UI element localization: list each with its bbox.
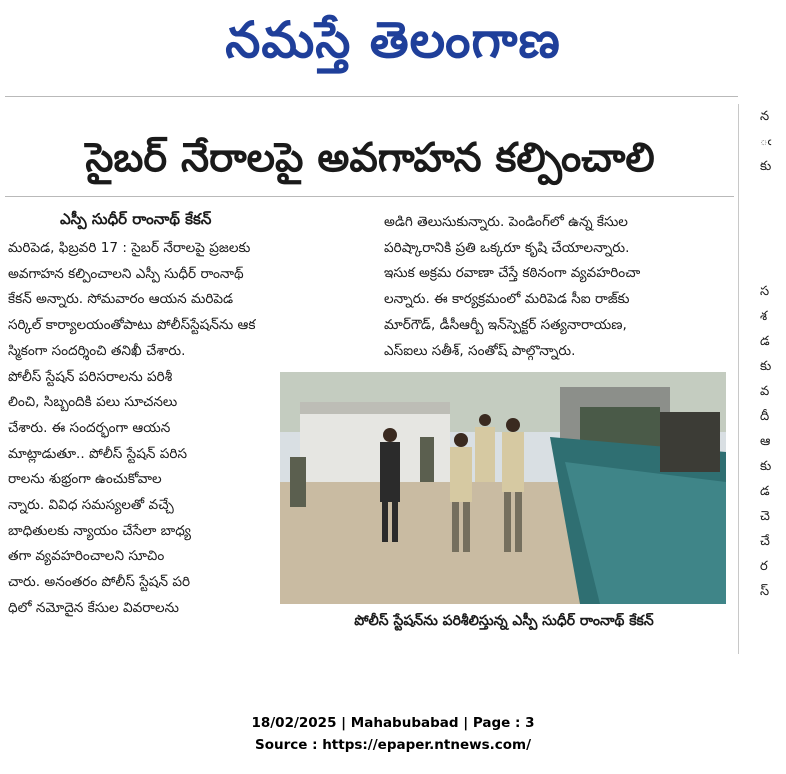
text-fragment: న [760,109,770,124]
text-line: సర్కిల్ కార్యాలయంతోపాటు పోలీస్‌స్టేషన్‌ను ఆక [8,317,256,334]
adjacent-article-fragment [760,104,786,664]
text-line: బాధితులకు న్యాయం చేసేలా బాధ్య [8,522,191,539]
text-fragment: ర [760,559,768,574]
text-line: అవగాహన కల్పించాలని ఎస్పీ సుధీర్ రాంనాథ్ [8,265,244,282]
article-byline: ఎస్పీ సుధీర్ రాంనాథ్ కేకన్ [60,210,212,228]
police-inspection-photo [280,372,726,604]
text-fragment [760,204,786,229]
text-line: మార్‌గౌడ్, డీసీఆర్బీ ఇన్‌స్పెక్టర్ సత్యనారాయణ, [384,316,627,333]
text-fragment [760,229,786,254]
text-line: తగా వ్యవహరించాలని సూచిం [8,548,165,565]
article-headline: సైబర్ నేరాలపై అవగాహన కల్పించాలి [85,135,655,181]
text-fragment: ఁ [760,134,772,149]
masthead-divider [5,96,738,97]
photo-caption: పోలీస్ స్టేషన్‌ను పరిశీలిస్తున్న ఎస్పీ సుధీర్ రాంనాథ్ కేకన్ [354,613,654,629]
text-line: ఎస్ఐలు సతీశ్, సంతోష్ పాల్గొన్నారు. [384,342,576,359]
text-line: న్నారు. వివిధ సమస్యలతో వచ్చే [8,497,174,514]
headline-divider [5,196,734,197]
text-fragment: శ [760,309,768,324]
text-line: లన్నారు. ఈ కార్యక్రమంలో మరిపెడ సీఐ రాజ్‌కు [384,291,630,308]
masthead [0,0,786,82]
text-line: చేశారు. ఈ సందర్భంగా ఆయన [8,419,171,436]
text-line: పరిష్కారానికి ప్రతి ఒక్కరూ కృషి చేయాలన్నారు. [384,239,630,256]
text-fragment [760,179,786,204]
text-line: చారు. అనంతరం పోలీస్ స్టేషన్ పరి [8,574,191,591]
text-line: స్మికంగా సందర్శించి తనిఖీ చేశారు. [8,342,186,359]
article-column-1 [8,236,276,622]
footer-meta: 18/02/2025 | Mahabubabad | Page : 3 [251,715,535,731]
text-line: అడిగి తెలుసుకున్నారు. పెండింగ్‌లో ఉన్న కేసుల [384,214,628,230]
text-line: లించి, సిబ్బందికి పలు సూచనలు [8,394,178,411]
text-line: కేకన్ అన్నారు. సోమవారం ఆయన మరిపెడ [8,291,234,308]
text-fragment: కు [760,359,772,374]
text-line: ఇసుక అక్రమ రవాణా చేస్తే కఠినంగా వ్యవహరించా [384,265,641,282]
text-fragment: చె [760,509,770,524]
text-line: మరిపెడ, ఫిబ్రవరి 17 : సైబర్ నేరాలపై ప్రజలకు [8,240,251,256]
text-fragment: డ [760,334,770,349]
text-fragment: స [760,284,770,299]
page-footer [0,712,786,756]
text-fragment: దీ [760,409,770,424]
text-line: రాలను శుభ్రంగా ఉంచుకోవాల [8,471,162,488]
text-fragment: కు [760,159,772,174]
column-divider [738,104,739,654]
text-fragment: చే [760,534,770,549]
footer-source[interactable]: Source : https://epaper.ntnews.com/ [254,737,532,753]
article-column-2 [384,210,727,364]
news-photo [280,372,726,604]
text-fragment [760,254,786,279]
newspaper-title: నమస్తే తెలంగాణ [225,11,561,69]
text-line: పోలీస్ స్టేషన్ పరిసరాలను పరిశీ [8,368,173,385]
text-fragment: వ [760,384,770,399]
text-fragment: కు [760,459,772,474]
text-fragment: స్ [760,584,770,599]
text-fragment: డ [760,484,770,499]
text-line: మాట్లాడుతూ.. పోలీస్ స్టేషన్ పరిస [8,445,188,462]
text-line: ధిలో నమోదైన కేసుల వివరాలను [8,599,179,616]
text-fragment: ఆ [760,434,771,449]
